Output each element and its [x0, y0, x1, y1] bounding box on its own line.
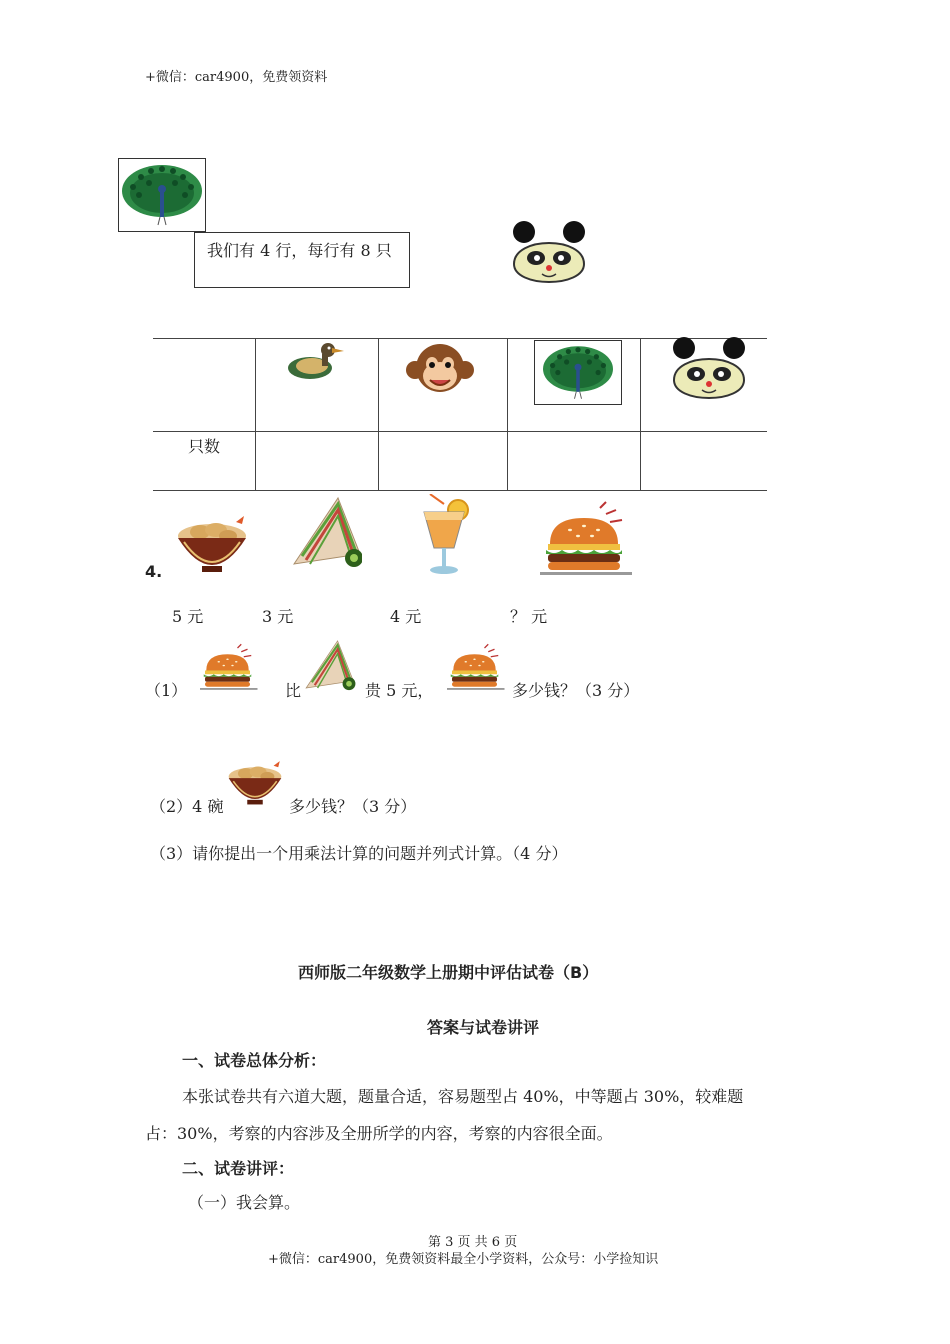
peacock-cell-frame [534, 340, 622, 405]
table-col-divider [507, 338, 508, 490]
peacock-image-frame [118, 158, 206, 232]
peacock-icon [535, 341, 621, 404]
monkey-icon [405, 340, 475, 400]
section2-item1: （一）我会算。 [188, 1193, 301, 1212]
sandwich-icon [302, 638, 356, 698]
speech-box [194, 232, 410, 288]
header-watermark: +微信：car4900，免费领资料 [145, 70, 328, 85]
rice-bowl-icon [172, 512, 252, 574]
table-col-divider [378, 338, 379, 490]
sub1-text-1: 比 [285, 681, 302, 700]
panda-icon [666, 334, 752, 410]
price-juice: 4 元 [390, 607, 422, 626]
sub1-text-3: 多少钱？（3 分） [512, 681, 640, 700]
sandwich-icon [290, 494, 362, 578]
table-row-label: 只数 [188, 437, 221, 456]
burger-icon [447, 642, 507, 694]
sub1-text-2: 贵 5 元， [365, 681, 434, 700]
table-col-divider [255, 338, 256, 490]
table-bottom-border [153, 490, 767, 491]
rice-bowl-icon [224, 758, 286, 806]
duck-icon [282, 336, 346, 384]
speech-text: 我们有 4 行，每行有 8 只 [207, 241, 392, 260]
sub2-text: 多少钱？（3 分） [289, 797, 417, 816]
sub2-label: （2）4 碗 [150, 797, 224, 816]
answer-subtitle: 答案与试卷讲评 [427, 1018, 540, 1037]
section1-heading: 一、试卷总体分析： [182, 1051, 327, 1070]
sub1-label: （1） [145, 681, 188, 700]
section2-heading: 二、试卷讲评： [182, 1159, 295, 1178]
section1-line2: 占：30%，考察的内容涉及全册所学的内容，考察的内容很全面。 [145, 1124, 613, 1143]
table-col-divider [640, 338, 641, 490]
sub3-text: （3）请你提出一个用乘法计算的问题并列式计算。（4 分） [150, 844, 568, 863]
price-sandwich: 3 元 [262, 607, 294, 626]
burger-icon [200, 642, 260, 694]
price-bowl: 5 元 [172, 607, 204, 626]
peacock-icon [119, 159, 205, 231]
answer-title: 西师版二年级数学上册期中评估试卷（B） [298, 963, 599, 982]
price-burger: ？ 元 [510, 607, 548, 626]
question-number: 4. [145, 562, 163, 581]
table-mid-border [153, 431, 767, 432]
panda-icon [506, 218, 592, 294]
footer-watermark: +微信：car4900，免费领资料最全小学资料，公众号：小学捡知识 [268, 1252, 659, 1267]
page-number: 第 3 页 共 6 页 [428, 1235, 518, 1250]
section1-line1: 本张试卷共有六道大题，题量合适，容易题型占 40%，中等题占 30%，较难题 [182, 1087, 744, 1106]
burger-icon [540, 500, 636, 580]
juice-icon [414, 494, 474, 578]
